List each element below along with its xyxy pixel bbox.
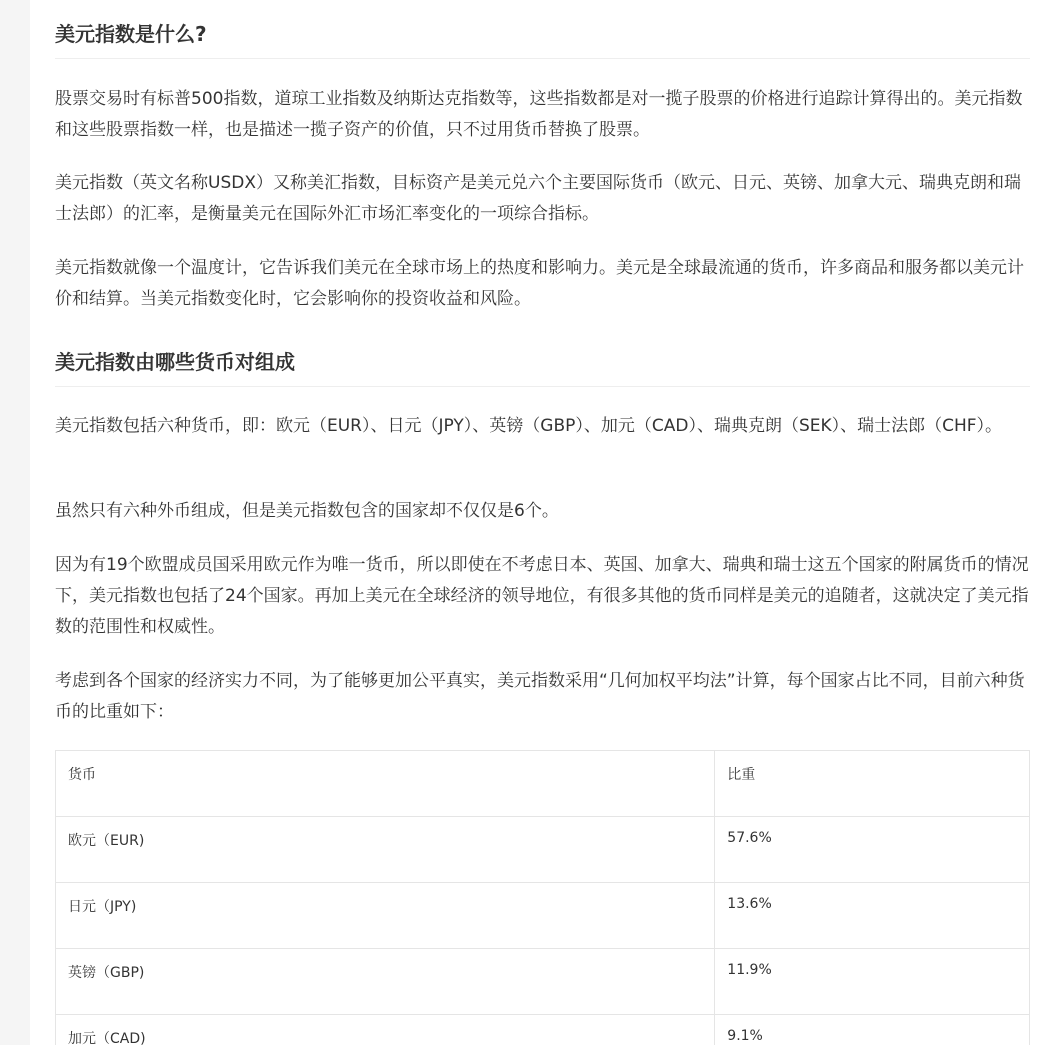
paragraph-countries: 虽然只有六种外币组成，但是美元指数包含的国家却不仅仅是6个。 bbox=[55, 501, 559, 521]
table-header-row bbox=[56, 751, 1030, 817]
table-row bbox=[56, 1015, 1030, 1045]
table-row bbox=[56, 883, 1030, 949]
article-page bbox=[30, 0, 1047, 1045]
paragraph-weighting: 考虑到各个国家的经济实力不同，为了能够更加公平真实，美元指数采用“几何加权平均法”计算，每个国家占比不同，目前六种货币的比重如下： bbox=[55, 671, 1025, 722]
table-row bbox=[56, 949, 1030, 1015]
table-cell-currency: 欧元（EUR) bbox=[56, 817, 715, 883]
table-row bbox=[56, 817, 1030, 883]
currency-weight-table bbox=[55, 750, 1030, 1045]
paragraph-definition: 美元指数（英文名称USDX）又称美汇指数，目标资产是美元兑六个主要国际货币（欧元、日元、英镑、加拿大元、瑞典克朗和瑞士法郎）的汇率，是衡量美元在国际外汇市场汇率变化的一项综合指标。 bbox=[55, 173, 1021, 224]
paragraph-intro: 股票交易时有标普500指数，道琼工业指数及纳斯达克指数等，这些指数都是对一揽子股票的价格进行追踪计算得出的。美元指数和这些股票指数一样，也是描述一揽子资产的价值，只不过用货币替换了股票。 bbox=[55, 89, 1023, 140]
section-heading-what-is-usdx: 美元指数是什么? bbox=[55, 19, 1030, 59]
paragraph-thermometer: 美元指数就像一个温度计，它告诉我们美元在全球市场上的热度和影响力。美元是全球最流通的货币，许多商品和服务都以美元计价和结算。当美元指数变化时，它会影响你的投资收益和风险。 bbox=[55, 258, 1024, 309]
section-heading-composition: 美元指数由哪些货币对组成 bbox=[55, 347, 1030, 387]
table-header-currency: 货币 bbox=[56, 751, 715, 817]
table-cell-currency: 英镑（GBP) bbox=[56, 949, 715, 1015]
table-cell-weight: 13.6% bbox=[715, 883, 1030, 949]
table-cell-weight: 9.1% bbox=[715, 1015, 1030, 1045]
table-cell-currency: 日元（JPY) bbox=[56, 883, 715, 949]
table-header-weight: 比重 bbox=[715, 751, 1030, 817]
table-cell-currency: 加元（CAD) bbox=[56, 1015, 715, 1045]
paragraph-eurozone: 因为有19个欧盟成员国采用欧元作为唯一货币，所以即使在不考虑日本、英国、加拿大、瑞典和瑞士这五个国家的附属货币的情况下，美元指数也包括了24个国家。再加上美元在全球经济的领导地位，有很多其他的货币同样是美元的追随者，这就决定了美元指数的范围性和权威性。 bbox=[55, 555, 1029, 637]
paragraph-six-currencies: 美元指数包括六种货币，即：欧元（EUR）、日元（JPY）、英镑（GBP）、加元（CAD）、瑞典克朗（SEK）、瑞士法郎（CHF）。 bbox=[55, 416, 1003, 436]
table-cell-weight: 11.9% bbox=[715, 949, 1030, 1015]
table-cell-weight: 57.6% bbox=[715, 817, 1030, 883]
